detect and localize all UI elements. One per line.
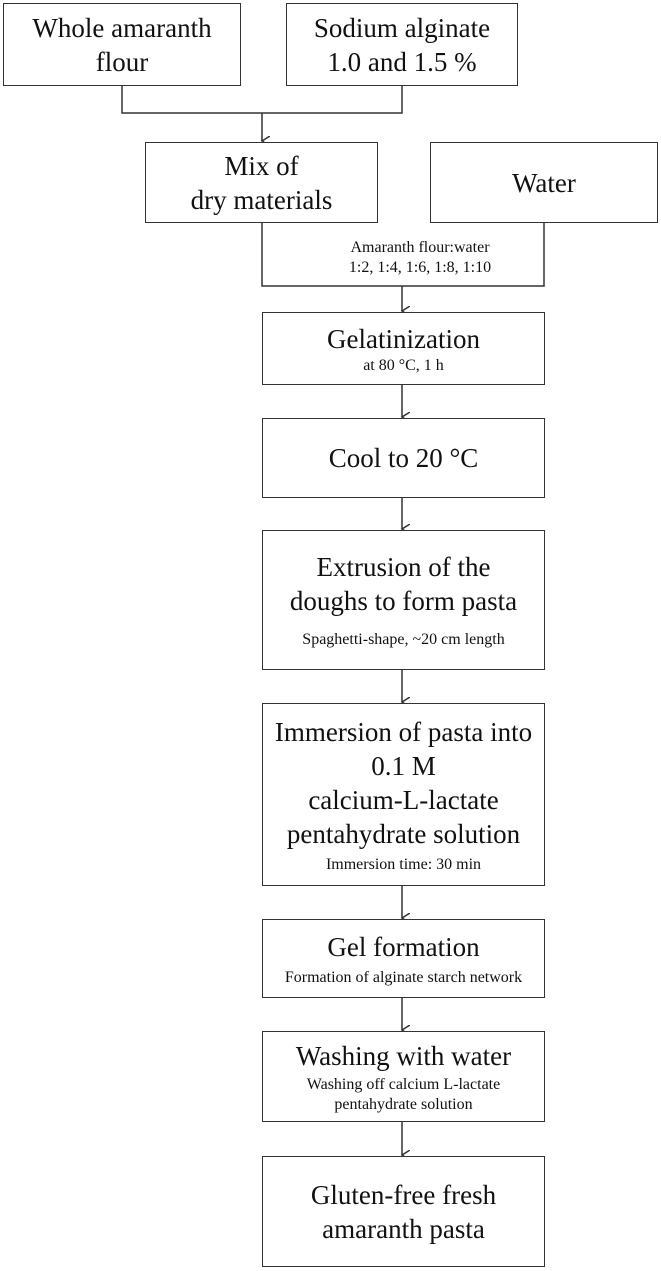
- box-text: Immersion of pasta into: [274, 716, 533, 747]
- box-text: doughs to form pasta: [289, 586, 518, 616]
- box-text: 0.1 M: [371, 750, 436, 781]
- box-title: Gelatinization: [327, 323, 480, 354]
- whole-amaranth-flour-box: [3, 3, 241, 86]
- box-note: Washing off calcium L-lactate: [306, 1075, 501, 1093]
- mix-dry-materials-box: [145, 142, 378, 223]
- box-text: Gluten-free fresh: [310, 1179, 497, 1210]
- box-text: Water: [512, 167, 576, 198]
- water-box: [430, 142, 658, 223]
- ratio-label-line: Amaranth flour:water: [350, 239, 490, 256]
- extrusion-box: [262, 530, 545, 670]
- box-note: Immersion time: 30 min: [325, 855, 482, 873]
- box-text: flour: [95, 46, 149, 77]
- box-text: dry materials: [190, 184, 333, 215]
- box-text: Whole amaranth: [32, 12, 212, 43]
- merge-line-top: [122, 86, 402, 113]
- box-note: Spaghetti-shape, ~20 cm length: [302, 631, 505, 648]
- box-note: at 80 °C, 1 h: [363, 356, 444, 374]
- ratio-label: [300, 238, 540, 278]
- gel-formation-box: [262, 919, 545, 998]
- cool-box: [262, 418, 545, 498]
- immersion-box: [262, 703, 545, 886]
- ratio-label-line: 1:2, 1:4, 1:6, 1:8, 1:10: [348, 259, 492, 276]
- box-text: Sodium alginate: [313, 12, 491, 43]
- box-title: Gel formation: [327, 931, 480, 962]
- box-text: amaranth pasta: [322, 1213, 485, 1244]
- washing-box: [262, 1031, 545, 1122]
- box-text: Cool to 20 °C: [328, 443, 479, 473]
- sodium-alginate-box: [286, 3, 518, 86]
- box-title: Washing with water: [295, 1040, 512, 1071]
- box-note: Formation of alginate starch network: [284, 968, 523, 986]
- box-text: pentahydrate solution: [286, 818, 521, 849]
- box-text: 1.0 and 1.5 %: [327, 46, 477, 77]
- box-text: calcium-L-lactate: [308, 784, 499, 815]
- box-text: Extrusion of the: [316, 552, 491, 582]
- gelatinization-box: [262, 312, 545, 385]
- final-pasta-box: [262, 1156, 545, 1267]
- box-text: Mix of: [224, 150, 299, 181]
- box-note: pentahydrate solution: [334, 1095, 473, 1113]
